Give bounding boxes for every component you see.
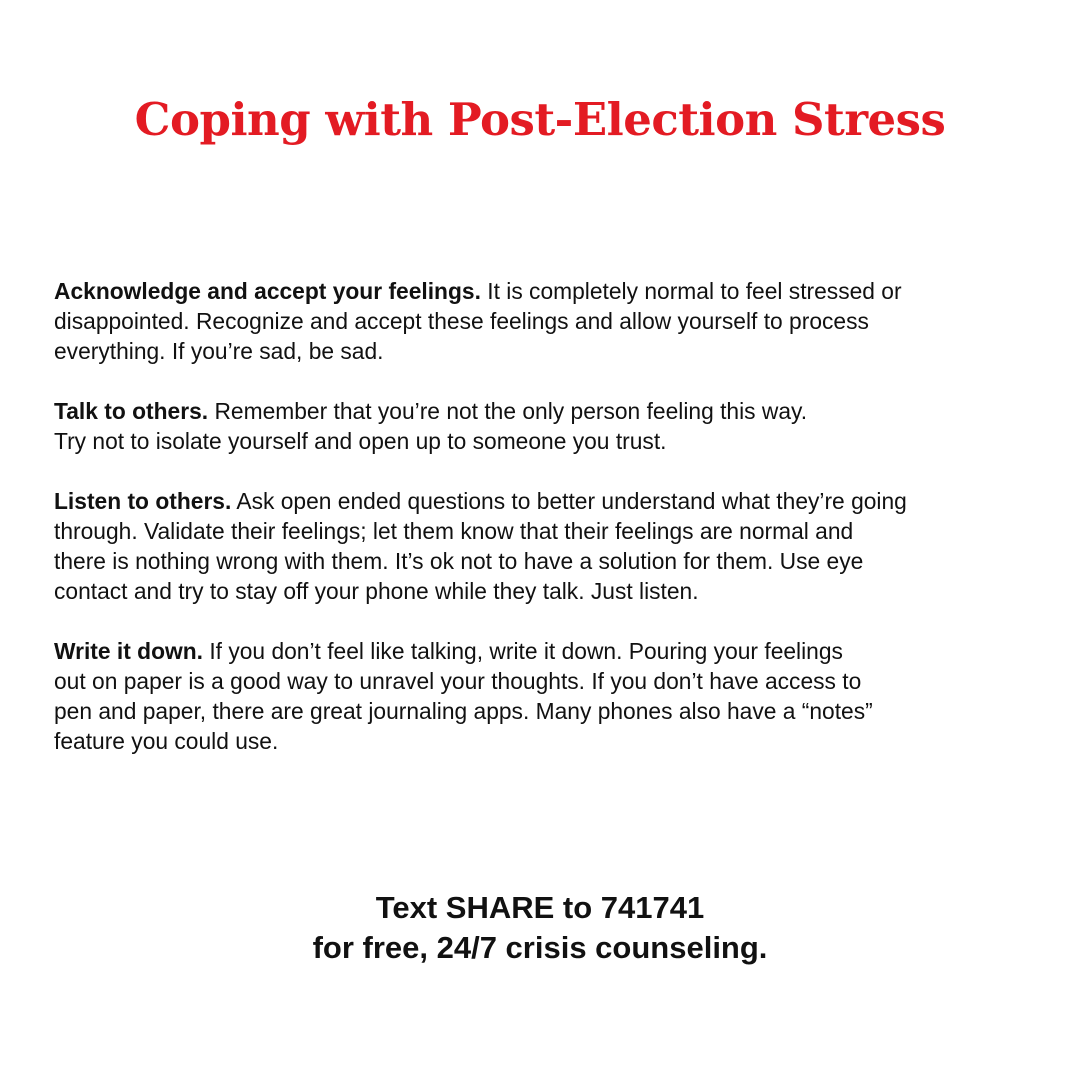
tip-line: out on paper is a good way to unravel your thoughts. If you don’t have access to (54, 668, 862, 694)
tip-heading: Acknowledge and accept your feelings. (54, 278, 481, 304)
tip-line: contact and try to stay off your phone while they talk. Just listen. (54, 578, 699, 604)
tip-talk-to-others (54, 396, 1054, 456)
tip-heading: Talk to others. (54, 398, 209, 424)
tip-acknowledge-feelings (54, 276, 1054, 366)
crisis-text-line-cta (0, 888, 1080, 968)
cta-line-1: Text SHARE to 741741 (375, 890, 705, 925)
tip-line (54, 486, 1054, 516)
tip-heading: Listen to others. (54, 488, 232, 514)
tip-text: Remember that you’re not the only person feeling this way. (208, 398, 808, 424)
cta-line-2: for free, 24/7 crisis counseling. (312, 930, 768, 965)
tip-text: It is completely normal to feel stressed or (480, 278, 902, 304)
tip-line: there is nothing wrong with them. It’s ok not to have a solution for them. Use eye (54, 548, 864, 574)
tip-line: pen and paper, there are great journaling apps. Many phones also have a “notes” (54, 698, 873, 724)
tip-line: everything. If you’re sad, be sad. (54, 338, 384, 364)
tip-line (54, 636, 1054, 666)
tip-line: disappointed. Recognize and accept these feelings and allow yourself to process (54, 308, 869, 334)
tip-line: feature you could use. (54, 728, 279, 754)
tip-listen-to-others (54, 486, 1054, 606)
tips-list (54, 276, 1054, 786)
tip-text: Ask open ended questions to better understand what they’re going (231, 488, 907, 514)
tip-heading: Write it down. (54, 638, 204, 664)
tip-text: If you don’t feel like talking, write it down. Pouring your feelings (203, 638, 843, 664)
tip-line (54, 276, 1054, 306)
page-title: Coping with Post-Election Stress (134, 93, 946, 146)
tip-line: through. Validate their feelings; let them know that their feelings are normal and (54, 518, 854, 544)
tip-line (54, 396, 1054, 426)
tip-line: Try not to isolate yourself and open up to someone you trust. (54, 428, 667, 454)
tip-write-it-down (54, 636, 1054, 756)
